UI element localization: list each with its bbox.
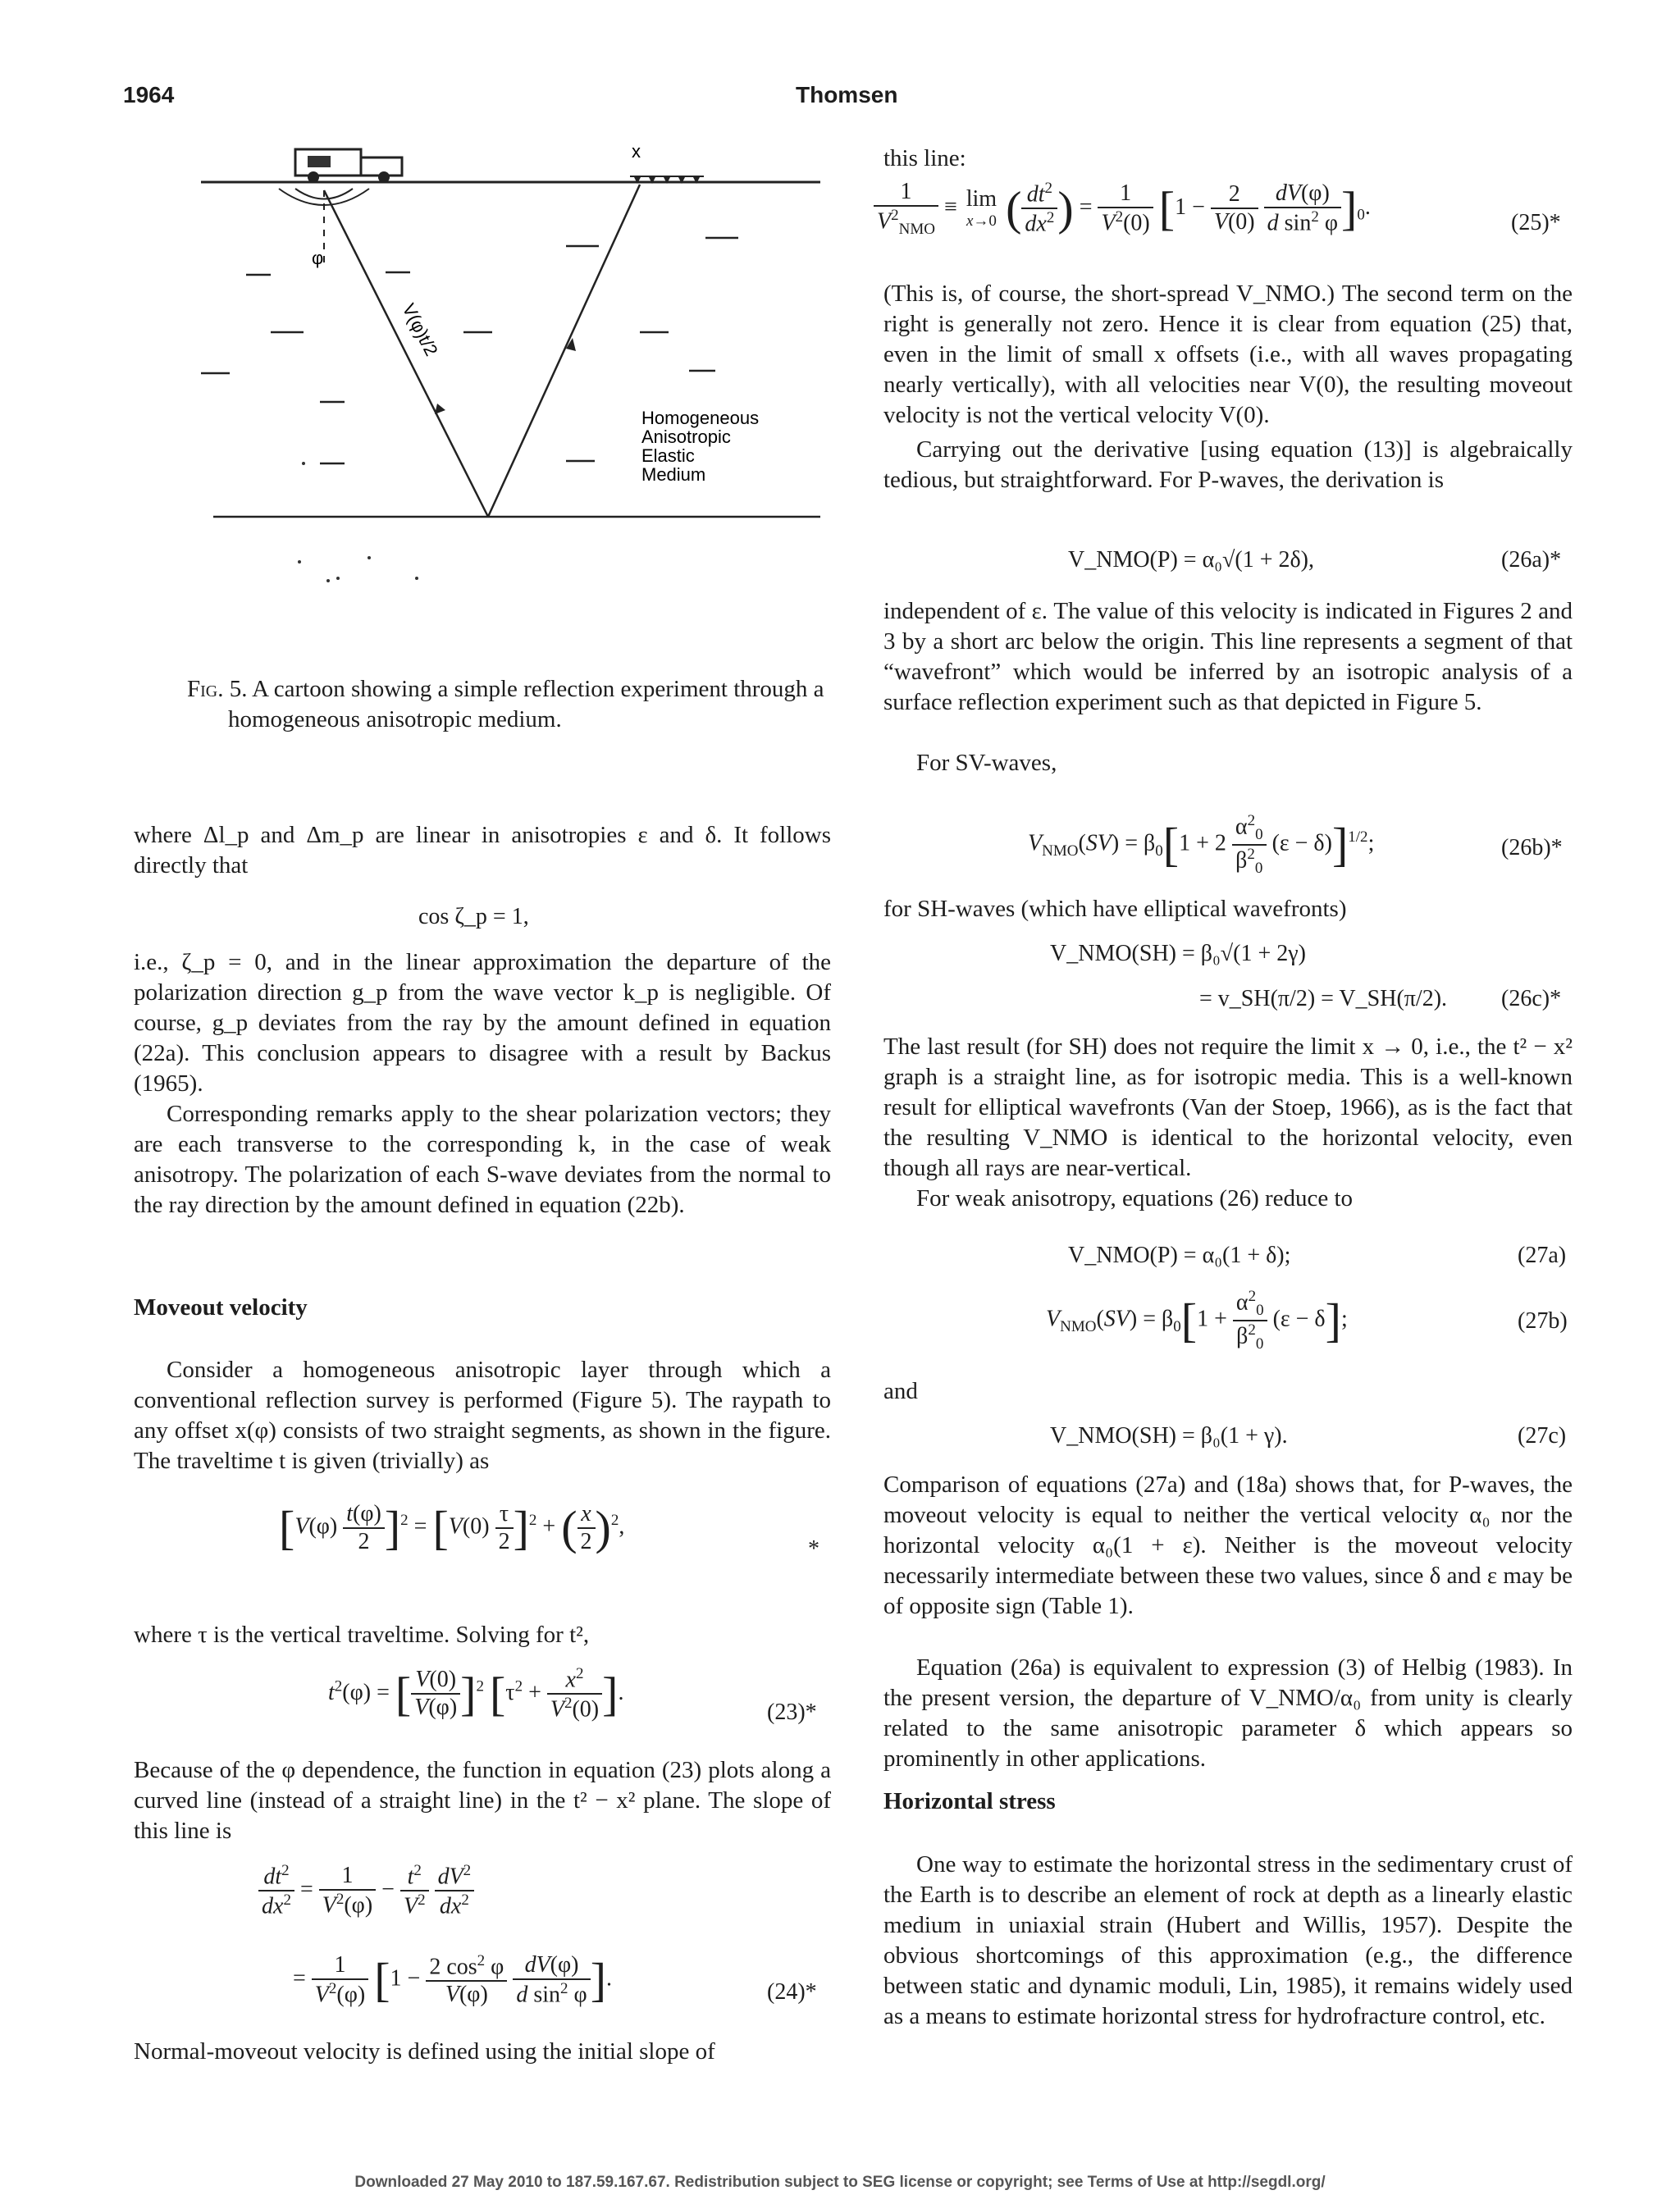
right-p5: for SH-waves (which have elliptical wavefronts): [883, 896, 1347, 922]
eq-27c: V_NMO(SH) = β₀(1 + γ).: [1050, 1423, 1288, 1449]
section-heading-moveout: Moveout velocity: [134, 1294, 308, 1321]
reflection-diagram: [123, 131, 829, 607]
eq-27b-label: (27b): [1518, 1308, 1568, 1334]
eq-27b: $V_{NMO}(SV) = \beta_0[1$ + $\frac{\alpha^2_0}{\beta^2_0}$ (ε − δ];: [1046, 1288, 1348, 1353]
right-and: and: [883, 1378, 918, 1404]
eq-26c-line2: = v_SH(π/2) = V_SH(π/2).: [1199, 986, 1448, 1011]
truck-icon: [295, 149, 402, 183]
page-number: 1964: [123, 82, 175, 107]
right-p2: Carrying out the derivative [using equation (13)] is algebraically tedious, but straightforward. For P-waves, the derivation is: [883, 436, 1573, 493]
right-p4: For SV-waves,: [916, 750, 1057, 776]
angle-label: φ: [312, 248, 324, 268]
eq-cos: cos ζ_p = 1,: [418, 904, 529, 929]
eq-star-label: *: [808, 1536, 819, 1562]
medium-label-3: Elastic: [641, 445, 695, 466]
caption-text: A cartoon showing a simple reflection experiment through a homogeneous anisotropic medium.: [228, 676, 824, 732]
ray-label: V(φ)t/2: [398, 299, 442, 359]
section-heading-horizontal-stress: Horizontal stress: [883, 1788, 1056, 1814]
right-p0: this line:: [883, 145, 966, 171]
eq-25-label: (25)*: [1511, 210, 1561, 235]
left-p5: where τ is the vertical traveltime. Solving for t²,: [134, 1622, 590, 1648]
running-title: Thomsen: [796, 82, 898, 107]
caption-prefix: Fig. 5.: [187, 676, 248, 702]
medium-label-2: Anisotropic: [641, 427, 731, 447]
right-p7: For weak anisotropy, equations (26) reduce to: [916, 1185, 1354, 1212]
right-p1: (This is, of course, the short-spread V_NMO.) The second term on the right is generally not zero. Hence it is clear from equation (25) that, even in the limit of small x offsets (i.e., with all waves propagating nearly vertically), with all velocities near V(0), the resulting moveout velocity is not the vertical velocity V(0).: [883, 281, 1573, 428]
right-p10: One way to estimate the horizontal stress in the sedimentary crust of the Earth is to describe an element of rock at depth as a linearly elastic medium in uniaxial strain (Hubert and Willis, 1957). Despite the obvious shortcomings of this approximation (e.g., the difference between static and dynamic moduli, Lin, 1985), it remains widely used as a means to estimate horizontal stress for hydrofracture control, etc.: [883, 1851, 1573, 2029]
source-label: x: [632, 141, 641, 162]
eq-23: $t^2(\varphi)$ = [ $\frac{V(0)}{V(\varphi)}$ ]$^2$ [$\tau^2$ + $\frac{x^2}{V^2(0)}$ ].: [328, 1665, 624, 1723]
eq-27a: V_NMO(P) = α₀(1 + δ);: [1068, 1243, 1291, 1268]
download-footer: Downloaded 27 May 2010 to 187.59.167.67. Redistribution subject to SEG license or copyright; see Terms of Use at http://segdl.org/: [354, 2174, 1326, 2191]
eq-26b-label: (26b)*: [1501, 835, 1563, 860]
eq-27c-label: (27c): [1518, 1423, 1567, 1449]
eq-23-label: (23)*: [767, 1700, 817, 1725]
eq-24-label: (24)*: [767, 1979, 817, 2005]
right-p9: Equation (26a) is equivalent to expression (3) of Helbig (1983). In the present version, the departure of V_NMO/α₀ from unity is clearly related to the same anisotropic parameter δ which appears so prominently in other applications.: [883, 1654, 1573, 1772]
eq-26a-label: (26a)*: [1501, 547, 1562, 573]
left-p1: where Δl_p and Δm_p are linear in anisotropies ε and δ. It follows directly that: [134, 822, 831, 878]
left-p3: Corresponding remarks apply to the shear polarization vectors; they are each transverse to the corresponding k, in the case of weak anisotropy. The polarization of each S-wave deviates from the normal to the ray direction by the amount defined in equation (22b).: [134, 1101, 831, 1218]
right-p6: The last result (for SH) does not require the limit x → 0, i.e., the t² − x² graph is a straight line, as for isotropic media. This is a well-known result for elliptical wavefronts (Van der Stoep, 1966), as is the fact that the resulting V_NMO is identical to the horizontal velocity, even though all rays are near-vertical.: [883, 1034, 1573, 1181]
eq-26a: V_NMO(P) = α₀√(1 + 2δ),: [1068, 547, 1315, 573]
eq-24-line1: $\frac{dt^2}{dx^2}$ = $\frac{1}{V^2(\varphi)}$ − $\frac{t^2}{V^2}$ $\frac{dV^2}{dx^2}$: [258, 1862, 474, 1920]
eq-27a-label: (27a): [1518, 1243, 1567, 1268]
eq-25: $\frac{1}{V^2_{NMO}}$ ≡ lim x→0 ( $\frac{dt^2}{dx^2}$ ) = $\frac{1}{V^2(0)}$ [1 − $\frac{2}{V(0)}$ $\frac{dV(\varphi)}{d \sin^2 \varphi}$ ]$_0$.: [874, 179, 1371, 239]
figure-caption: [187, 674, 860, 735]
eq-26b: $V_{NMO}(SV) = \beta_0[1 + 2$ $\frac{\alpha^2_0}{\beta^2_0}$ (ε − δ)]$^{1/2}$;: [1028, 812, 1375, 877]
left-p7: Normal-moveout velocity is defined using the initial slope of: [134, 2038, 715, 2065]
eq-24-line2: = $\frac{1}{V^2(\varphi)}$ [1 − $\frac{2 \cos^2 \varphi}{V(\varphi)}$ $\frac{dV(\varphi)}{d \sin^2 \varphi}$ ].: [293, 1952, 613, 2008]
figure-5: [123, 131, 829, 607]
eq-26c-line1: V_NMO(SH) = β₀√(1 + 2γ): [1050, 941, 1306, 966]
eq-traveltime: [V(φ) $\frac{t(\varphi)}{2}$ ]$^2$ = [V(0) $\frac{\tau}{2}$ ]$^2$ + ( $\frac{x}{2}$ )$^2$,: [279, 1501, 625, 1554]
right-p3: independent of ε. The value of this velocity is indicated in Figures 2 and 3 by a short arc below the origin. This line represents a segment of that “wavefront” which would be inferred by an isotropic analysis of a surface reflection experiment such as that depicted in Figure 5.: [883, 598, 1573, 715]
left-p4: Consider a homogeneous anisotropic layer through which a conventional reflection survey is performed (Figure 5). The raypath to any offset x(φ) consists of two straight segments, as shown in the figure. The traveltime t is given (trivially) as: [134, 1357, 831, 1474]
medium-label-4: Medium: [641, 464, 706, 485]
left-p6: Because of the φ dependence, the function in equation (23) plots along a curved line (instead of a straight line) in the t² − x² plane. The slope of this line is: [134, 1757, 831, 1844]
medium-label-1: Homogeneous: [641, 408, 760, 428]
eq-26c-label: (26c)*: [1501, 986, 1562, 1011]
right-p8: Comparison of equations (27a) and (18a) shows that, for P-waves, the moveout velocity is equal to neither the vertical velocity α₀ nor the horizontal velocity α₀(1 + ε). Neither is the moveout velocity necessarily intermediate between these two values, since δ and ε may be of opposite sign (Table 1).: [883, 1472, 1573, 1619]
left-p2: i.e., ζ_p = 0, and in the linear approximation the departure of the polarization direction g_p from the wave vector k_p is negligible. Of course, g_p deviates from the ray by the amount defined in equation (22a). This conclusion appears to disagree with a result by Backus (1965).: [134, 949, 831, 1097]
